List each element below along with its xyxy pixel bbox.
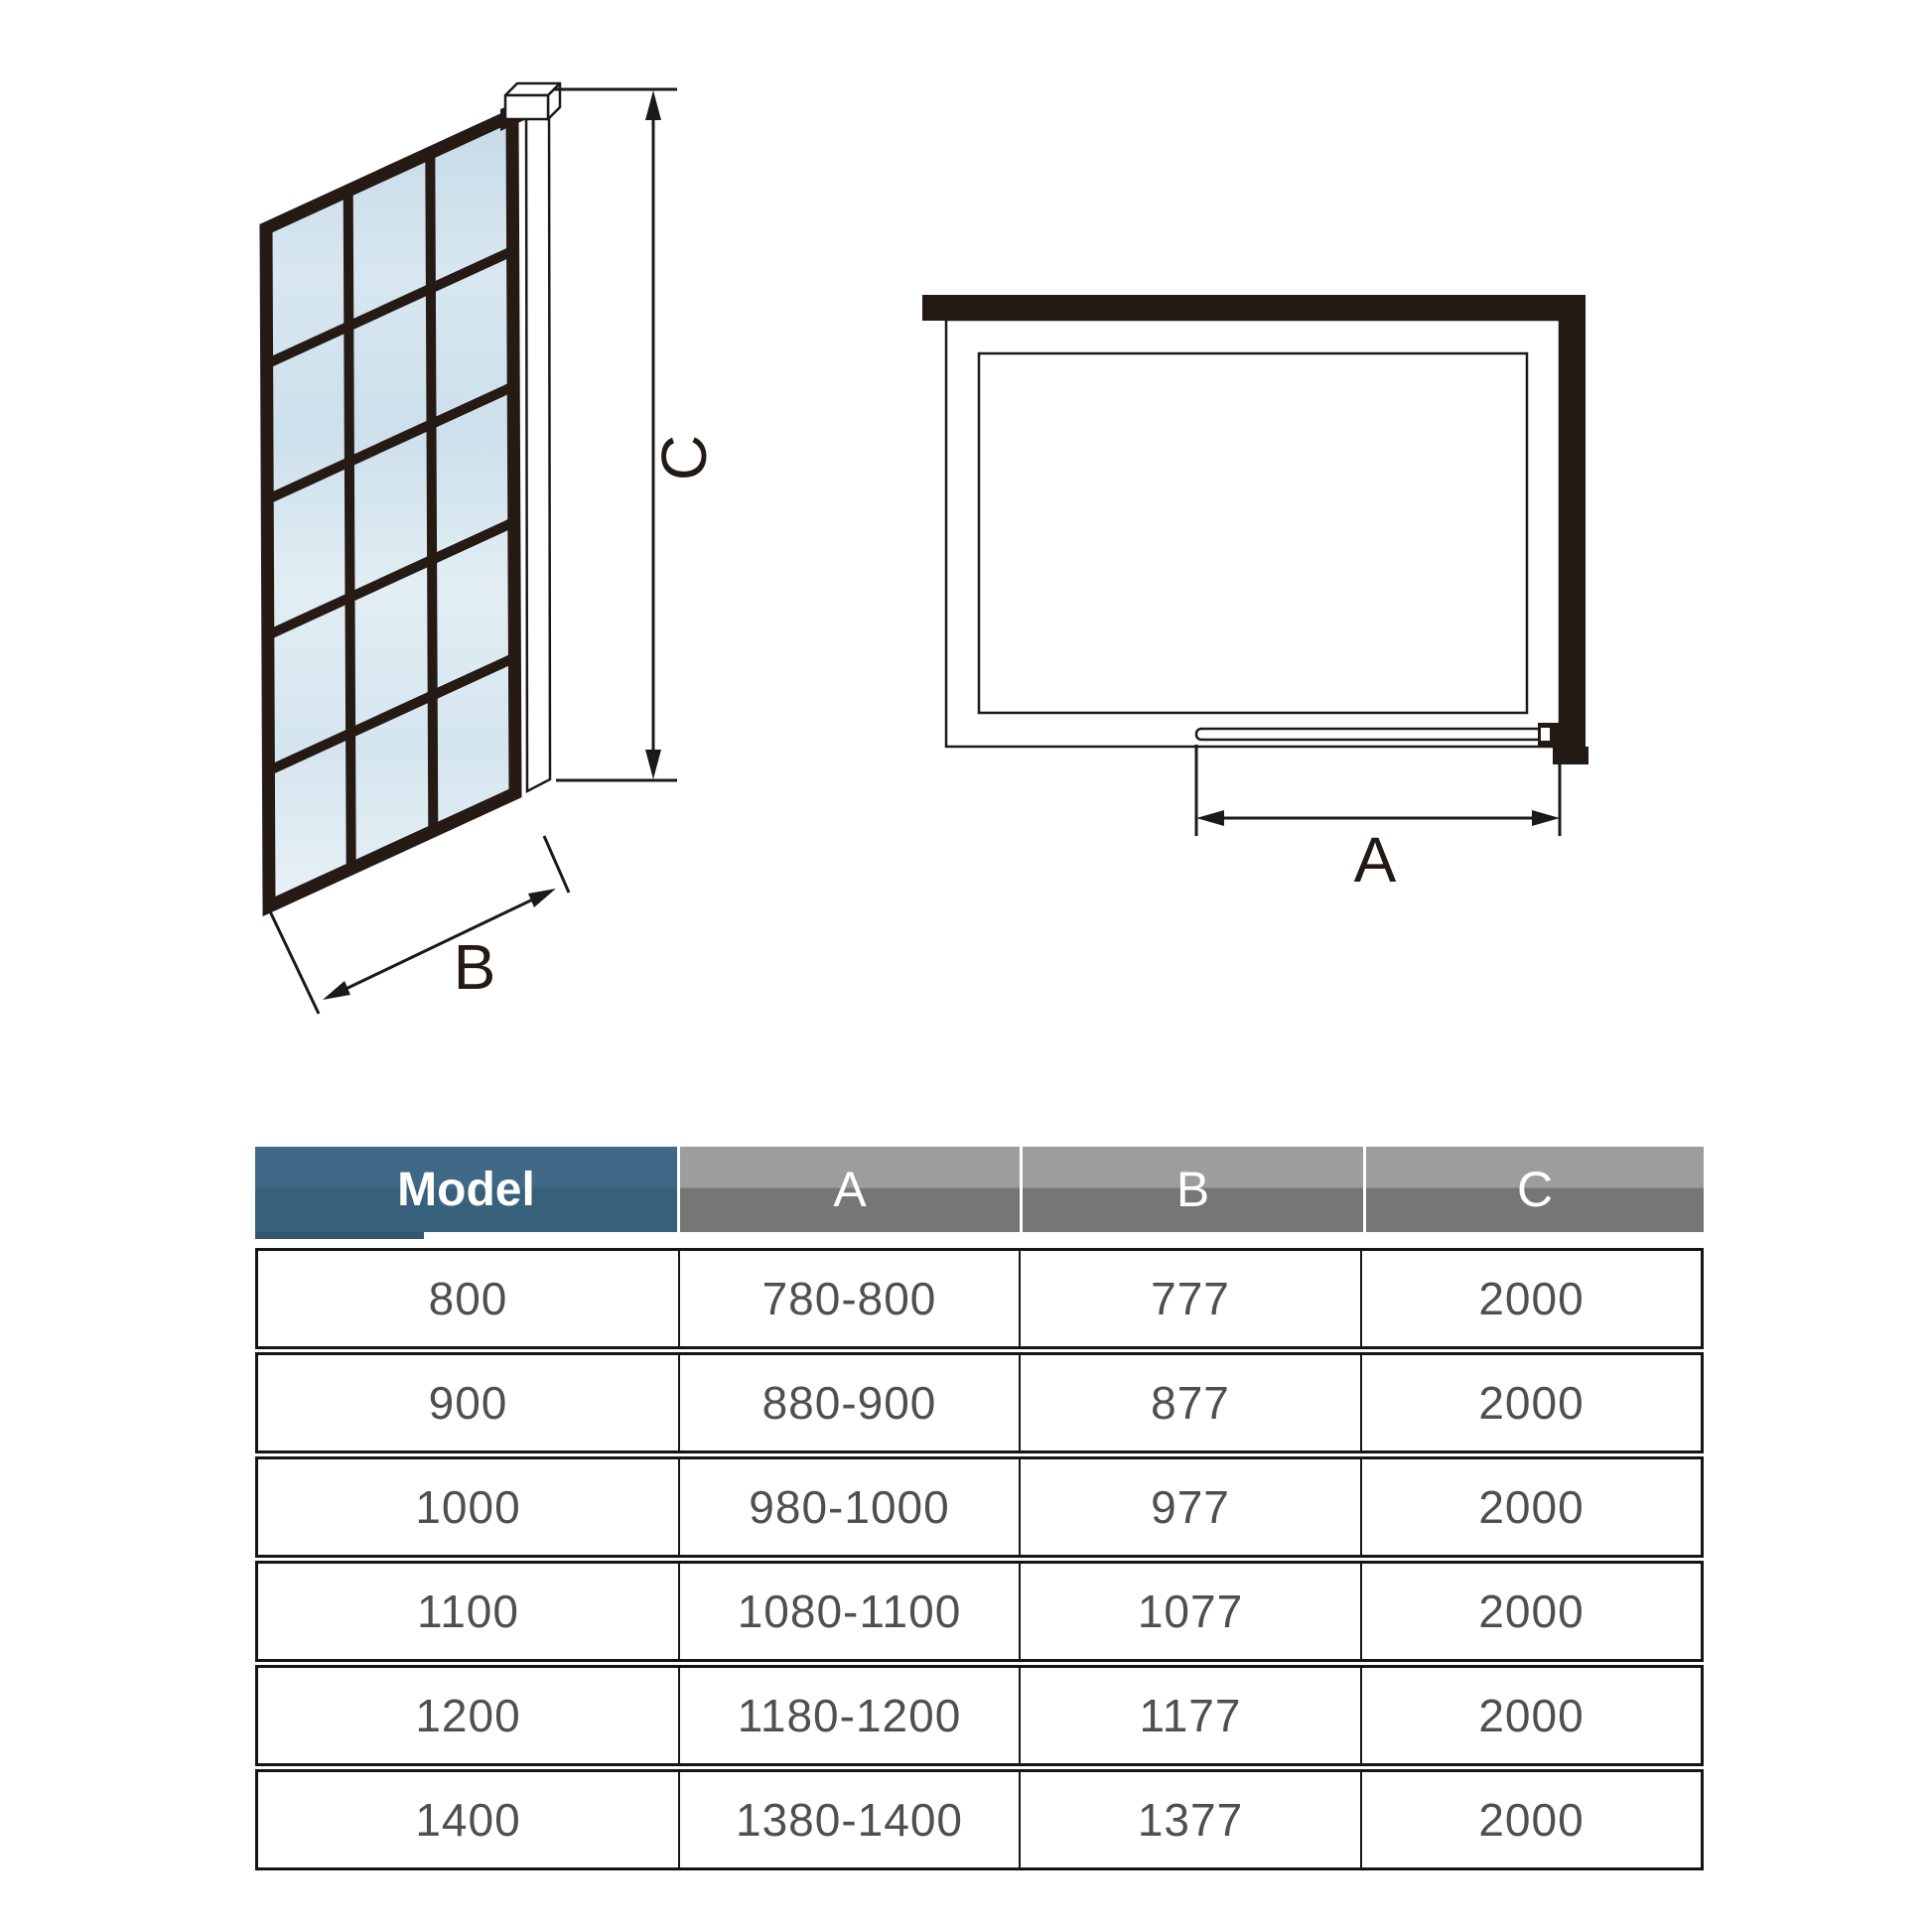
cell-b: 877 (1021, 1355, 1362, 1450)
arrowhead-b-right (528, 889, 556, 907)
arrowhead-a-right (1532, 810, 1560, 826)
cell-c: 2000 (1478, 1273, 1585, 1324)
wall-right-foot (1553, 747, 1588, 764)
cell-b: 1177 (1021, 1668, 1362, 1763)
plan-view-diagram (922, 295, 1588, 896)
header-c: C (1366, 1147, 1704, 1232)
dimension-label-a: A (1353, 824, 1397, 896)
top-bracket (505, 83, 560, 119)
arrowhead-c-up (645, 90, 661, 120)
wall-profile (526, 99, 550, 791)
glass-panel (266, 115, 515, 906)
cell-model: 1200 (258, 1668, 680, 1763)
cell-a: 880-900 (680, 1355, 1021, 1450)
cell-b: 1077 (1021, 1564, 1362, 1659)
table-row (255, 1665, 1704, 1766)
table-row (255, 1352, 1704, 1453)
wall-right (1560, 295, 1586, 749)
cell-b: 777 (1021, 1251, 1362, 1346)
cell-b: 1377 (1021, 1772, 1362, 1867)
dimension-label-b: B (453, 931, 496, 1003)
table-row (255, 1561, 1704, 1662)
header-b: B (1023, 1147, 1366, 1232)
header-a: A (680, 1147, 1023, 1232)
tray-outer (946, 320, 1560, 747)
cell-a: 1180-1200 (680, 1668, 1021, 1763)
cell-c: 2000 (1478, 1586, 1585, 1637)
glass-plan-line (1196, 729, 1542, 740)
cell-c: 2000 (1478, 1377, 1585, 1429)
cell-model: 800 (258, 1251, 680, 1346)
arrowhead-b-left (323, 981, 350, 1000)
table-row (255, 1769, 1704, 1870)
arrowhead-c-down (645, 750, 661, 779)
cell-a: 780-800 (680, 1251, 1021, 1346)
cell-a: 980-1000 (680, 1459, 1021, 1555)
size-table (255, 1147, 1704, 1870)
table-row (255, 1248, 1704, 1349)
cell-a: 1080-1100 (680, 1564, 1021, 1659)
size-table-header (255, 1147, 1704, 1232)
cell-c: 2000 (1478, 1794, 1585, 1846)
cell-a: 1380-1400 (680, 1772, 1021, 1867)
cell-model: 1100 (258, 1564, 680, 1659)
table-row (255, 1456, 1704, 1558)
cell-model: 1000 (258, 1459, 680, 1555)
arrowhead-a-left (1196, 810, 1224, 826)
cell-c: 2000 (1478, 1690, 1585, 1741)
header-model: Model (255, 1147, 680, 1232)
glass-wall-bracket-slot (1541, 728, 1550, 741)
dimension-a-extensions (1196, 743, 1560, 836)
cell-b: 977 (1021, 1459, 1362, 1555)
dimension-label-c: C (648, 434, 720, 482)
cell-c: 2000 (1478, 1481, 1585, 1533)
wall-top (922, 295, 1586, 321)
cell-model: 1400 (258, 1772, 680, 1867)
side-view-diagram (266, 83, 720, 1014)
size-table-body (255, 1248, 1704, 1870)
cell-model: 900 (258, 1355, 680, 1450)
